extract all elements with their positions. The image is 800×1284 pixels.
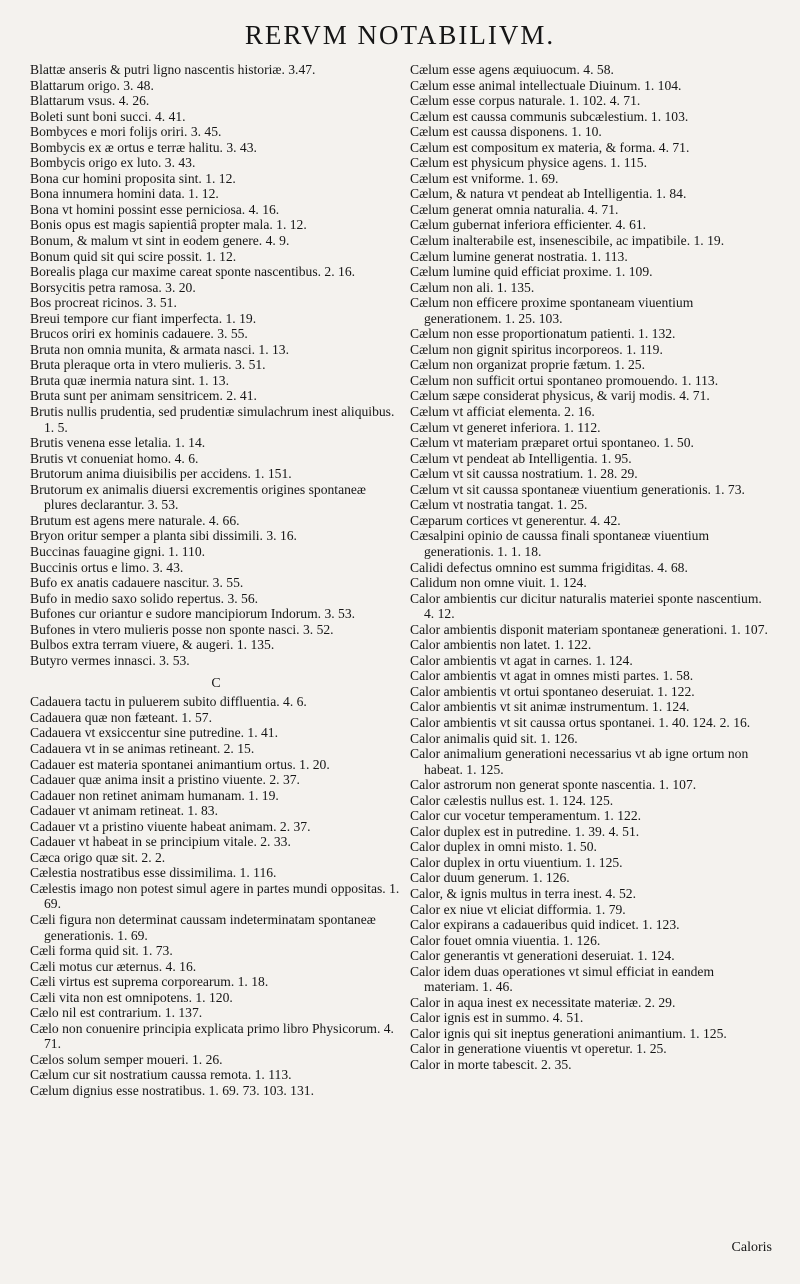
index-entry: Cælum inalterabile est, insenescibile, ac impatibile. 1. 19. [410, 233, 725, 249]
index-entry: Bulbos extra terram viuere, & augeri. 1. 135. [30, 637, 275, 653]
index-entry: Bonum quid sit qui scire possit. 1. 12. [30, 248, 237, 264]
index-entry: Calor cælestis nullus est. 1. 124. 125. [410, 792, 614, 808]
index-entry: Brutum est agens mere naturale. 4. 66. [30, 512, 240, 528]
index-entry: Cælum est caussa disponens. 1. 10. [410, 124, 602, 140]
index-entry: Bos procreat ricinos. 3. 51. [30, 295, 177, 311]
index-entry: Cælo nil est contrarium. 1. 137. [30, 1005, 203, 1021]
index-entry: Bufo in medio saxo solido repertus. 3. 56. [30, 590, 259, 606]
index-entry: Borsycitis petra ramosa. 3. 20. [30, 279, 196, 295]
index-entry: Cælum est caussa communis subcælestium. 1. 103. [410, 108, 689, 124]
index-entry: Brutis vt conueniat homo. 4. 6. [30, 450, 199, 466]
index-entry: Calor ex niue vt eliciat difformia. 1. 79. [410, 901, 626, 917]
index-entry: Cæli figura non determinat caussam indeterminatam spontaneæ generationis. 1. 69. [30, 911, 376, 943]
index-entry: Cælum sæpe considerat physicus, & varij modis. 4. 71. [410, 388, 710, 404]
index-entry: Buccinas fauagine gigni. 1. 110. [30, 543, 206, 559]
index-entry: Bona innumera homini data. 1. 12. [30, 186, 219, 202]
index-entry: Calor ignis est in summo. 4. 51. [410, 1010, 584, 1026]
index-entry: Calidum non omne viuit. 1. 124. [410, 575, 587, 591]
index-entry: Calidi defectus omnino est summa frigiditas. 4. 68. [410, 559, 688, 575]
index-entry: Cælum est compositum ex materia, & forma. 4. 71. [410, 139, 690, 155]
index-entry: Calor animalis quid sit. 1. 126. [410, 730, 578, 746]
index-entry: Cælum non sufficit ortui spontaneo promouendo. 1. 113. [410, 372, 719, 388]
index-entry: Brutis venena esse letalia. 1. 14. [30, 435, 206, 451]
index-entry: Bufo ex anatis cadauere nascitur. 3. 55. [30, 575, 244, 591]
index-entry: Calor ignis qui sit ineptus generationi animantium. 1. 125. [410, 1025, 727, 1041]
index-entry: Cæli forma quid sit. 1. 73. [30, 943, 173, 959]
index-entry: Cadauera vt exsiccentur sine putredine. 1. 41. [30, 725, 278, 741]
index-entry: Cælum vt afficiat elementa. 2. 16. [410, 404, 595, 420]
index-entry: Borealis plaga cur maxime careat sponte nascentibus. 2. 16. [30, 264, 356, 280]
index-entry: Cælum vt nostratia tangat. 1. 25. [410, 497, 588, 513]
index-entry: Cadauer vt habeat in se principium vitale. 2. 33. [30, 834, 291, 850]
index-entry: Cælum vt materiam præparet ortui spontaneo. 1. 50. [410, 435, 694, 451]
index-entry: Calor ambientis non latet. 1. 122. [410, 637, 592, 653]
index-entry: Bruta non omnia munita, & armata nasci. 1. 13. [30, 341, 289, 357]
page-header: RERVM NOTABILIVM. [244, 20, 556, 50]
index-entry: Cælum vt sit caussa nostratium. 1. 28. 29. [410, 466, 638, 482]
index-entry: Cælum esse agens æquiuocum. 4. 58. [410, 62, 614, 77]
index-entry: Bruta quæ inermia natura sint. 1. 13. [30, 372, 229, 388]
index-entry: Calor ambientis cur dicitur naturalis materiei sponte nascentium. 4. 12. [410, 590, 762, 622]
index-entry: Cælum gubernat inferiora efficienter. 4. 61. [410, 217, 647, 233]
index-entry: Cælum est vniforme. 1. 69. [410, 170, 559, 186]
index-entry: Bruta pleraque orta in vtero mulieris. 3. 51. [30, 357, 266, 373]
index-entry: Bruta sunt per animam sensitricem. 2. 41. [30, 388, 257, 404]
index-entry: Calor in aqua inest ex necessitate materiæ. 2. 29. [410, 994, 676, 1010]
index-entry: Cæca origo quæ sit. 2. 2. [30, 849, 166, 865]
index-entry: Calor idem duas operationes vt simul efficiat in eandem materiam. 1. 46. [410, 963, 715, 995]
index-entry: Cælum vt generet inferiora. 1. 112. [410, 419, 601, 435]
index-entry: Bufones in vtero mulieris posse non sponte nasci. 3. 52. [30, 621, 334, 637]
index-entry: Bryon oritur semper a planta sibi dissimili. 3. 16. [30, 528, 297, 544]
index-entry: Cælestia nostratibus esse dissimilima. 1. 116. [30, 865, 277, 881]
index-entry: Calor generantis vt generationi deseruiat. 1. 124. [410, 948, 675, 964]
index-entry: Blattarum origo. 3. 48. [30, 77, 154, 93]
index-entry: Cælum, & natura vt pendeat ab Intelligentia. 1. 84. [410, 186, 687, 202]
index-entry: Bombycis ex æ ortus e terræ halitu. 3. 43. [30, 139, 257, 155]
index-entry: Calor astrorum non generat sponte nascentia. 1. 107. [410, 777, 697, 793]
index-entry: Calor in morte tabescit. 2. 35. [410, 1057, 572, 1072]
index-entry: Bonis opus est magis sapientiâ propter mala. 1. 12. [30, 217, 307, 233]
index-entry: Cadauer est materia spontanei animantium ortus. 1. 20. [30, 756, 330, 772]
index-entry: Cælestis imago non potest simul agere in partes mundi oppositas. 1. 69. [30, 880, 400, 912]
index-entry: Cæsalpini opinio de caussa finali spontaneæ viuentium generationis. 1. 1. 18. [410, 528, 710, 559]
index-entry: Cæparum cortices vt generentur. 4. 42. [410, 512, 621, 528]
index-entry: Buccinis ortus e limo. 3. 43. [30, 559, 184, 575]
left-column [30, 62, 402, 1099]
index-entry: Blattæ anseris & putri ligno nascentis historiæ. 3.47. [30, 62, 316, 77]
index-entry: Cadauera vt in se animas retineant. 2. 15. [30, 740, 255, 756]
index-entry: Brutis nullis prudentia, sed prudentiæ simulachrum inest aliquibus. 1. 5. [30, 404, 395, 435]
index-entry: Cadauer non retinet animam humanam. 1. 19. [30, 787, 279, 803]
section-letter-heading: C [211, 676, 221, 692]
index-entry: Calor duum generum. 1. 126. [410, 870, 570, 886]
index-entry: Boleti sunt boni succi. 4. 41. [30, 108, 186, 124]
entries-c [30, 694, 402, 1098]
index-entry: Calor duplex in omni misto. 1. 50. [410, 839, 597, 855]
index-entry: Cælos solum semper moueri. 1. 26. [30, 1051, 223, 1067]
index-entry: Cadauer vt animam retineat. 1. 83. [30, 803, 218, 819]
index-entry: Bona vt homini possint esse perniciosa. 4. 16. [30, 201, 280, 217]
index-entry: Bona cur homini proposita sint. 1. 12. [30, 170, 236, 186]
index-entry: Cælum non efficere proxime spontaneam viuentium generationem. 1. 25. 103. [410, 295, 694, 326]
index-entry: Cælum est physicum physice agens. 1. 115. [410, 155, 647, 171]
index-entry: Cælum esse animal intellectuale Diuinum. 1. 104. [410, 77, 682, 93]
index-entry: Bonum, & malum vt sint in eodem genere. 4. 9. [30, 233, 290, 249]
index-entry: Cæli virtus est suprema corporearum. 1. 18. [30, 974, 269, 990]
index-entry: Calor ambientis vt sit animæ instrumentum. 1. 124. [410, 699, 690, 715]
right-column [410, 62, 772, 1073]
index-entry: Brucos oriri ex hominis cadauere. 3. 55. [30, 326, 248, 342]
index-entry: Cælum esse corpus naturale. 1. 102. 4. 71. [410, 93, 641, 109]
index-entry: Cæli vita non est omnipotens. 1. 120. [30, 989, 233, 1005]
index-entry: Calor in generatione viuentis vt operetur. 1. 25. [410, 1041, 667, 1057]
index-entry: Calor, & ignis multus in terra inest. 4. 52. [410, 885, 636, 901]
index-entry: Cælum lumine quid efficiat proxime. 1. 109. [410, 264, 653, 280]
index-entry: Calor ambientis vt agat in carnes. 1. 124. [410, 652, 633, 668]
index-entry: Calor ambientis vt ortui spontaneo deseruiat. 1. 122. [410, 683, 695, 699]
index-entry: Cælum vt pendeat ab Intelligentia. 1. 95. [410, 450, 632, 466]
index-entry: Cæli motus cur æternus. 4. 16. [30, 958, 197, 974]
index-entry: Cælum cur sit nostratium caussa remota. 1. 113. [30, 1067, 292, 1083]
index-entry: Bombyces e mori folijs oriri. 3. 45. [30, 124, 222, 140]
entries-right [410, 62, 772, 1073]
index-entry: Bufones cur oriantur e sudore mancipiorum Indorum. 3. 53. [30, 606, 356, 622]
catchword: Caloris [731, 1240, 772, 1255]
index-entry: Calor animalium generationi necessarius vt ab igne ortum non habeat. 1. 125. [410, 746, 749, 777]
index-entry: Bombycis origo ex luto. 3. 43. [30, 155, 196, 171]
index-entry: Calor duplex est in putredine. 1. 39. 4. 51. [410, 823, 640, 839]
index-entry: Cadauer quæ anima insit a pristino viuente. 2. 37. [30, 772, 300, 788]
index-entry: Cadauera tactu in puluerem subito diffluentia. 4. 6. [30, 694, 307, 710]
index-entry: Calor expirans a cadaueribus quid indicet. 1. 123. [410, 917, 680, 933]
index-entry: Cælum vt sit caussa spontaneæ viuentium generationis. 1. 73. [410, 481, 745, 497]
index-entry: Calor ambientis disponit materiam spontaneæ generationi. 1. 107. [410, 621, 768, 637]
index-entry: Cælum dignius esse nostratibus. 1. 69. 73. 103. 131. [30, 1083, 314, 1098]
index-entry: Cælum non esse proportionatum patienti. 1. 132. [410, 326, 676, 342]
index-entry: Butyro vermes innasci. 3. 53. [30, 652, 190, 668]
entries-b [30, 62, 402, 668]
index-entry: Cadauer vt a pristino viuente habeat animam. 2. 37. [30, 818, 311, 834]
index-entry: Calor cur vocetur temperamentum. 1. 122. [410, 808, 642, 824]
index-entry: Cælum non gignit spiritus incorporeos. 1. 119. [410, 341, 663, 357]
index-entry: Cælum non organizat proprie fætum. 1. 25. [410, 357, 645, 373]
index-entry: Calor duplex in ortu viuentium. 1. 125. [410, 854, 623, 870]
index-entry: Cadauera quæ non fæteant. 1. 57. [30, 709, 212, 725]
index-entry: Calor fouet omnia viuentia. 1. 126. [410, 932, 601, 948]
index-entry: Blattarum vsus. 4. 26. [30, 93, 150, 109]
index-entry: Cælum lumine generat nostratia. 1. 113. [410, 248, 628, 264]
index-entry: Cælum generat omnia naturalia. 4. 71. [410, 201, 619, 217]
index-entry: Cælo non conuenire principia explicata primo libro Physicorum. 4. 71. [30, 1020, 394, 1052]
index-entry: Calor ambientis vt sit caussa ortus spontanei. 1. 40. 124. 2. 16. [410, 714, 751, 730]
index-entry: Brutorum anima diuisibilis per accidens. 1. 151. [30, 466, 292, 482]
index-entry: Calor ambientis vt agat in omnes misti partes. 1. 58. [410, 668, 694, 684]
index-entry: Breui tempore cur fiant imperfecta. 1. 19. [30, 310, 257, 326]
index-entry: Cælum non ali. 1. 135. [410, 279, 535, 295]
index-entry: Brutorum ex animalis diuersi excrementis origines spontaneæ plures declarantur. 3. 53. [30, 481, 366, 513]
